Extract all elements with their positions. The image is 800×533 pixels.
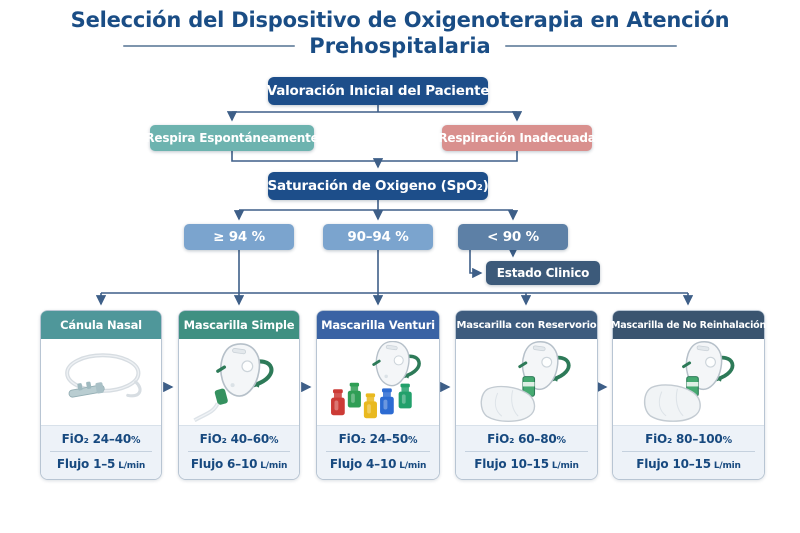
stat-divider <box>50 451 152 452</box>
title-line1: Selección del Dispositivo de Oxigenoterapia en Atención <box>70 8 730 32</box>
simple-mask-illustration <box>182 341 296 423</box>
title-line2-row <box>0 34 800 58</box>
node-initial-assessment: Valoración Inicial del Paciente <box>268 77 488 105</box>
node-spo2-lt-90: < 90 % <box>458 224 568 250</box>
page-title <box>0 8 800 58</box>
card-illustration <box>613 339 764 425</box>
flow-rate-value: Flujo 10–15 L/min <box>474 457 579 471</box>
node-clinical-status: Estado Clinico <box>486 261 600 285</box>
card-illustration <box>41 339 161 425</box>
device-card-simple-mask <box>178 310 300 480</box>
title-rule-left <box>123 45 295 47</box>
card-header: Cánula Nasal <box>41 311 161 339</box>
node-oxygen-saturation: Saturación de Oxigeno (SpO₂) <box>268 172 488 200</box>
title-line2: Prehospitalaria <box>309 34 491 58</box>
stat-divider <box>188 451 290 452</box>
node-spo2-90-94: 90–94 % <box>323 224 433 250</box>
flow-rate-value: Flujo 4–10 L/min <box>329 457 427 471</box>
title-rule-right <box>505 45 677 47</box>
non-rebreather-mask-illustration <box>616 341 761 423</box>
flow-rate-value: Flujo 6–10 L/min <box>190 457 288 471</box>
flow-rate-value: Flujo 10–15 L/min <box>636 457 741 471</box>
card-stats <box>317 425 439 479</box>
card-illustration <box>456 339 597 425</box>
node-breathes-spontaneously: Respira Espontáneamente <box>150 125 314 151</box>
fio2-value: FiO₂ 24–40% <box>61 432 141 446</box>
device-card-venturi-mask <box>316 310 440 480</box>
fio2-value: FiO₂ 60–80% <box>487 432 566 446</box>
card-header: Mascarilla Venturi <box>317 311 439 339</box>
fio2-value: FiO₂ 40–60% <box>199 432 279 446</box>
reservoir-mask-illustration <box>459 341 594 423</box>
card-header: Mascarilla de No Reinhalación <box>613 311 764 339</box>
fio2-value: FiO₂ 24–50% <box>338 432 418 446</box>
card-stats <box>41 425 161 479</box>
fio2-value: FiO₂ 80–100% <box>645 432 732 446</box>
node-inadequate-breathing: Respiración Inadecuada <box>442 125 592 151</box>
device-card-nasal-cannula <box>40 310 162 480</box>
card-stats <box>613 425 764 479</box>
card-stats <box>179 425 299 479</box>
nasal-cannula-illustration <box>44 341 158 423</box>
stat-divider <box>465 451 588 452</box>
card-header: Mascarilla Simple <box>179 311 299 339</box>
card-illustration <box>317 339 439 425</box>
stat-divider <box>326 451 430 452</box>
card-header: Mascarilla con Reservorio <box>456 311 597 339</box>
stat-divider <box>622 451 755 452</box>
card-illustration <box>179 339 299 425</box>
device-card-reservoir-mask <box>455 310 598 480</box>
flow-rate-value: Flujo 1–5 L/min <box>56 457 146 471</box>
card-stats <box>456 425 597 479</box>
device-card-non-rebreather-mask <box>612 310 765 480</box>
venturi-mask-illustration <box>320 341 436 423</box>
node-spo2-gte-94: ≥ 94 % <box>184 224 294 250</box>
